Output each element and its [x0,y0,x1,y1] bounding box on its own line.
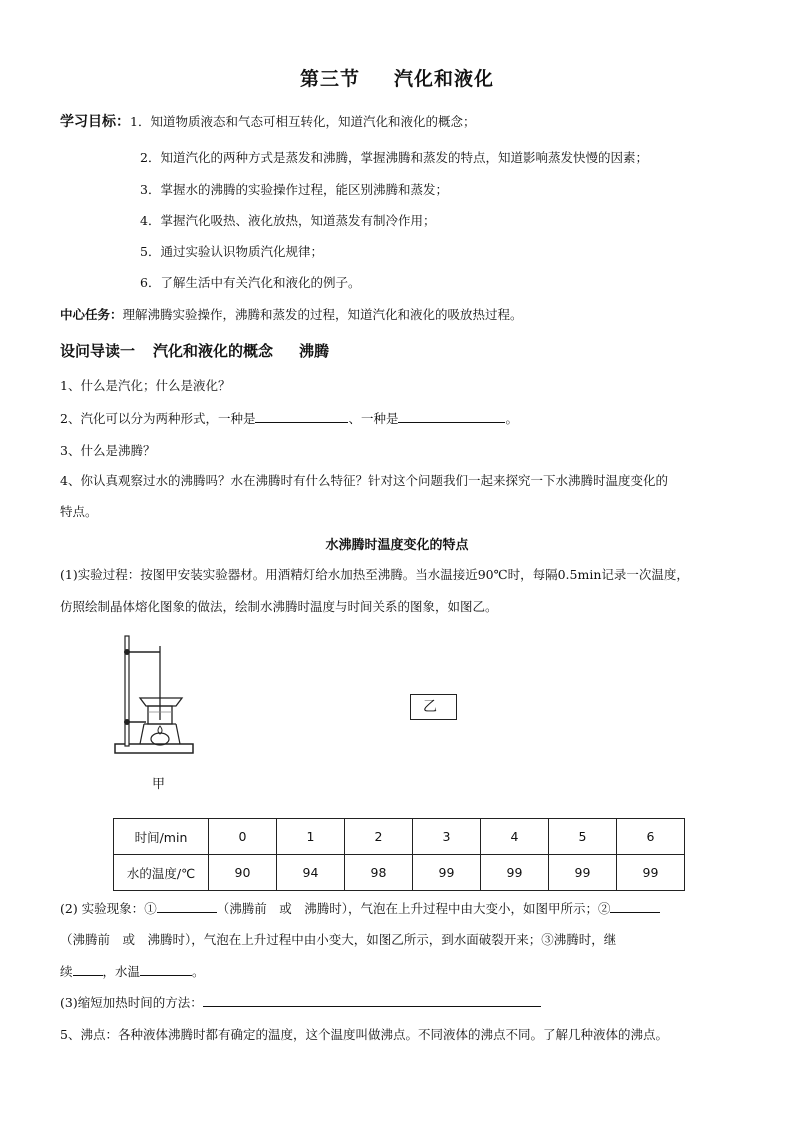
question-4-line2: 特点。 [60,504,98,519]
table-cell: 99 [617,855,685,891]
title-topic: 汽化和液化 [394,68,495,90]
observation-text: （沸腾前 或 沸腾时），气泡在上升过程中由大变小，如图甲所示； [216,901,598,916]
table-cell: 94 [277,855,345,891]
table-cell: 99 [413,855,481,891]
question-1: 1、什么是汽化；什么是液化？ [60,378,231,393]
objectives-label: 学习目标： [60,114,130,130]
table-cell: 3 [413,819,481,855]
experiment-step1-line1: (1)实验过程：按图甲安装实验器材。用酒精灯给水加热至沸腾。当水温接近90℃时，每隔0.5min记录一次温度， [60,567,689,582]
temperature-table [113,818,685,891]
table-header-temperature: 水的温度/℃ [114,855,209,891]
answer-blank[interactable] [398,409,505,423]
table-cell: 90 [209,855,277,891]
core-task [60,305,523,323]
objective-item: 5．通过实验认识物质汽化规律； [140,244,323,259]
table-header-time: 时间/min [114,819,209,855]
observation-text: 续 [60,964,73,979]
answer-blank[interactable] [157,899,217,913]
question-3: 3、什么是沸腾？ [60,443,156,458]
circle-number: ① [144,901,157,916]
answer-blank[interactable] [73,962,103,976]
boiling-point-line: 5、沸点：各种液体沸腾时都有确定的温度，这个温度叫做沸点。不同液体的沸点不同。了解几种液体的沸点。 [60,1027,668,1042]
core-task-text: 理解沸腾实验操作，沸腾和蒸发的过程，知道汽化和液化的吸放热过程。 [122,307,523,322]
figure-jia-label: 甲 [152,777,166,792]
boiling-apparatus-figure [110,630,200,760]
answer-blank[interactable] [610,899,660,913]
section-subtopic: 沸腾 [299,342,330,360]
answer-blank[interactable] [203,993,541,1007]
question-4-line1: 4、你认真观察过水的沸腾吗？水在沸腾时有什么特征？针对这个问题我们一起来探究一下水沸腾时温度变化的 [60,473,668,488]
section-topic: 汽化和液化的概念 [153,342,274,360]
title-section-number: 第三节 [299,68,360,90]
observation-text: ，水温 [102,964,141,979]
table-cell: 99 [549,855,617,891]
table-cell: 98 [345,855,413,891]
question-2-text: 、一种是 [348,411,399,426]
table-cell: 2 [345,819,413,855]
observation-line3 [60,962,205,980]
objective-item: 2．知道汽化的两种方式是蒸发和沸腾，掌握沸腾和蒸发的特点，知道影响蒸发快慢的因素； [140,150,648,165]
objectives-first-line [60,111,475,131]
observation-text: 。 [192,964,205,979]
table-row [114,819,685,855]
question-2-text: 。 [505,411,518,426]
answer-blank[interactable] [255,409,348,423]
page-title [0,64,794,91]
objective-item: 3．掌握水的沸腾的实验操作过程，能区别沸腾和蒸发； [140,182,448,197]
table-cell: 6 [617,819,685,855]
experiment-heading: 水沸腾时温度变化的特点 [325,538,469,553]
shorten-heating-line [60,993,541,1011]
experiment-step1-line2: 仿照绘制晶体熔化图象的做法，绘制水沸腾时温度与时间关系的图象，如图乙。 [60,599,498,614]
section-number: 设问导读一 [60,342,136,360]
table-cell: 5 [549,819,617,855]
table-cell: 99 [481,855,549,891]
table-cell: 1 [277,819,345,855]
core-task-label: 中心任务： [60,307,123,322]
observation-line2: （沸腾前 或 沸腾时），气泡在上升过程中由小变大，如图乙所示，到水面破裂开来；③沸腾时，继 [60,932,617,947]
shorten-label: (3)缩短加热时间的方法： [60,995,203,1010]
table-row [114,855,685,891]
observation-line1 [60,899,660,917]
table-cell: 0 [209,819,277,855]
observation-label: (2) 实验现象： [60,901,145,916]
circle-number: ② [597,901,611,916]
question-2 [60,409,518,427]
figure-yi-label: 乙 [410,694,457,720]
table-cell: 4 [481,819,549,855]
answer-blank[interactable] [140,962,192,976]
objective-item: 6．了解生活中有关汽化和液化的例子。 [140,275,361,290]
objective-item: 4．掌握汽化吸热、液化放热，知道蒸发有制冷作用； [140,213,436,228]
question-2-text: 2、汽化可以分为两种形式，一种是 [60,411,256,426]
section-heading [60,340,329,361]
objective-item: 1．知道物质液态和气态可相互转化，知道汽化和液化的概念； [130,114,476,129]
